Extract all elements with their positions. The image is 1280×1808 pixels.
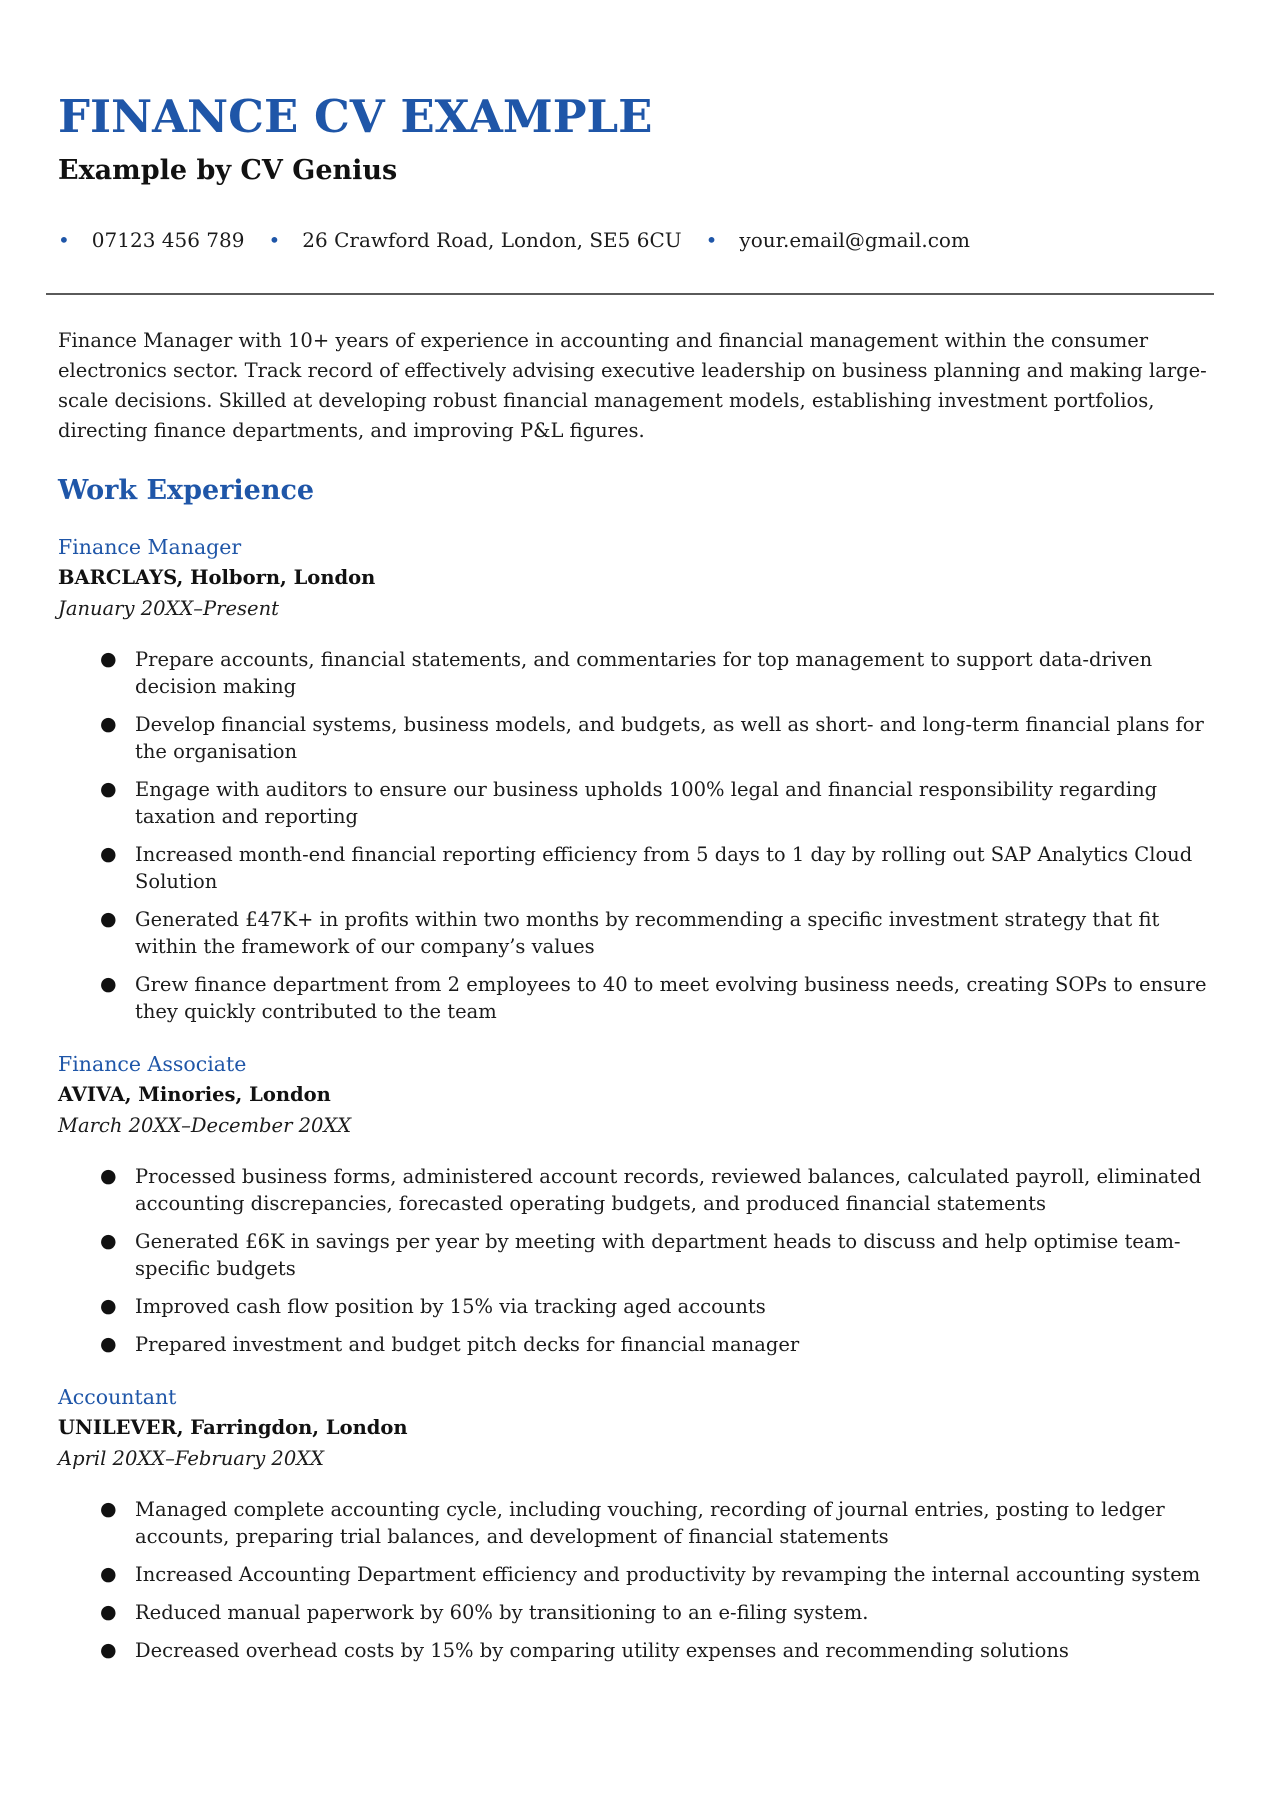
bullet-icon: ● (100, 1563, 117, 1585)
contact-email-text: your.email@gmail.com (739, 228, 970, 252)
bullet-text: Improved cash flow position by 15% via tracking aged accounts (135, 1295, 766, 1318)
bullet-icon: ● (100, 1498, 117, 1520)
bullet-icon: ● (100, 1230, 117, 1252)
list-item (58, 776, 1208, 830)
job-title: Accountant (58, 1385, 177, 1409)
bullet-icon: ● (100, 778, 117, 800)
job-entry (58, 1049, 1230, 1358)
list-item (58, 711, 1208, 765)
jobs-list (58, 532, 1230, 1664)
contact-phone (58, 226, 244, 254)
bullet-icon: ● (100, 843, 117, 865)
contact-email (706, 226, 970, 254)
header-divider (46, 293, 1214, 295)
bullet-icon: • (268, 228, 281, 252)
bullet-text: Develop financial systems, business models, and budgets, as well as short- and long-term financial plans for the organisation (135, 713, 1204, 763)
bullet-text: Increased month-end financial reporting efficiency from 5 days to 1 day by rolling out SAP Analytics Cloud Solution (135, 843, 1193, 893)
bullet-icon: ● (100, 648, 117, 670)
job-dates: April 20XX–February 20XX (58, 1447, 324, 1470)
bullet-text: Generated £6K in savings per year by meeting with department heads to discuss and help optimise team-specific budgets (135, 1230, 1181, 1280)
contact-row (58, 226, 1230, 254)
job-dates: March 20XX–December 20XX (58, 1114, 352, 1137)
bullet-text: Reduced manual paperwork by 60% by transitioning to an e-filing system. (135, 1601, 869, 1624)
bullet-icon: ● (100, 973, 117, 995)
cv-subtitle: Example by CV Genius (58, 155, 398, 186)
job-bullet-list (58, 1163, 1230, 1358)
bullet-icon: ● (100, 1295, 117, 1317)
list-item (58, 1561, 1208, 1588)
list-item (58, 1228, 1208, 1282)
list-item (58, 1637, 1208, 1664)
bullet-text: Managed complete accounting cycle, including vouching, recording of journal entries, posting to ledger accounts, preparing trial balances, and development of financial statements (135, 1498, 1165, 1548)
bullet-text: Prepare accounts, financial statements, and commentaries for top management to support data-driven decision making (135, 648, 1153, 698)
list-item (58, 1163, 1208, 1217)
list-item (58, 1599, 1208, 1626)
list-item (58, 1331, 1208, 1358)
job-employer: UNILEVER, Farringdon, London (58, 1416, 408, 1439)
job-dates: January 20XX–Present (58, 597, 279, 620)
bullet-icon: ● (100, 713, 117, 735)
job-employer: AVIVA, Minories, London (58, 1083, 331, 1106)
contact-phone-text: 07123 456 789 (91, 228, 245, 252)
job-entry (58, 1382, 1230, 1664)
job-bullet-list (58, 1496, 1230, 1664)
bullet-icon: • (58, 228, 70, 252)
contact-address-text: 26 Crawford Road, London, SE5 6CU (302, 228, 682, 252)
list-item (58, 971, 1208, 1025)
bullet-icon: ● (100, 1601, 117, 1623)
bullet-text: Prepared investment and budget pitch decks for financial manager (135, 1333, 800, 1356)
list-item (58, 646, 1208, 700)
contact-address (268, 226, 681, 254)
list-item (58, 1496, 1208, 1550)
profile-summary: Finance Manager with 10+ years of experience in accounting and financial management within the consumer electronics sector. Track record of effectively advising executive leadership on business planning and making large-scale decisions. Skilled at developing robust financial management models, establishing investment portfolios, directing finance departments, and improving P&L figures. (58, 329, 1207, 442)
job-title: Finance Manager (58, 535, 242, 559)
list-item (58, 841, 1208, 895)
job-title: Finance Associate (58, 1052, 247, 1076)
bullet-icon: ● (100, 1333, 117, 1355)
bullet-icon: ● (100, 1165, 117, 1187)
section-heading-work-experience: Work Experience (58, 475, 315, 506)
job-entry (58, 532, 1230, 1025)
job-employer: BARCLAYS, Holborn, London (58, 566, 376, 589)
bullet-text: Processed business forms, administered account records, reviewed balances, calculated payroll, eliminated accounting discrepancies, forecasted operating budgets, and produced financial statements (135, 1165, 1202, 1215)
list-item (58, 1293, 1208, 1320)
cv-title: FINANCE CV EXAMPLE (58, 90, 653, 143)
bullet-icon: ● (100, 908, 117, 930)
bullet-text: Generated £47K+ in profits within two months by recommending a specific investment strategy that fit within the framework of our company’s values (135, 908, 1160, 958)
job-bullet-list (58, 646, 1230, 1025)
bullet-text: Engage with auditors to ensure our business upholds 100% legal and financial responsibility regarding taxation and reporting (135, 778, 1158, 828)
bullet-text: Decreased overhead costs by 15% by comparing utility expenses and recommending solutions (135, 1639, 1069, 1662)
bullet-icon: • (705, 228, 718, 252)
list-item (58, 906, 1208, 960)
bullet-text: Increased Accounting Department efficiency and productivity by revamping the internal accounting system (135, 1563, 1201, 1586)
bullet-text: Grew finance department from 2 employees to 40 to meet evolving business needs, creating SOPs to ensure they quickly contributed to the team (135, 973, 1207, 1023)
bullet-icon: ● (100, 1639, 117, 1661)
